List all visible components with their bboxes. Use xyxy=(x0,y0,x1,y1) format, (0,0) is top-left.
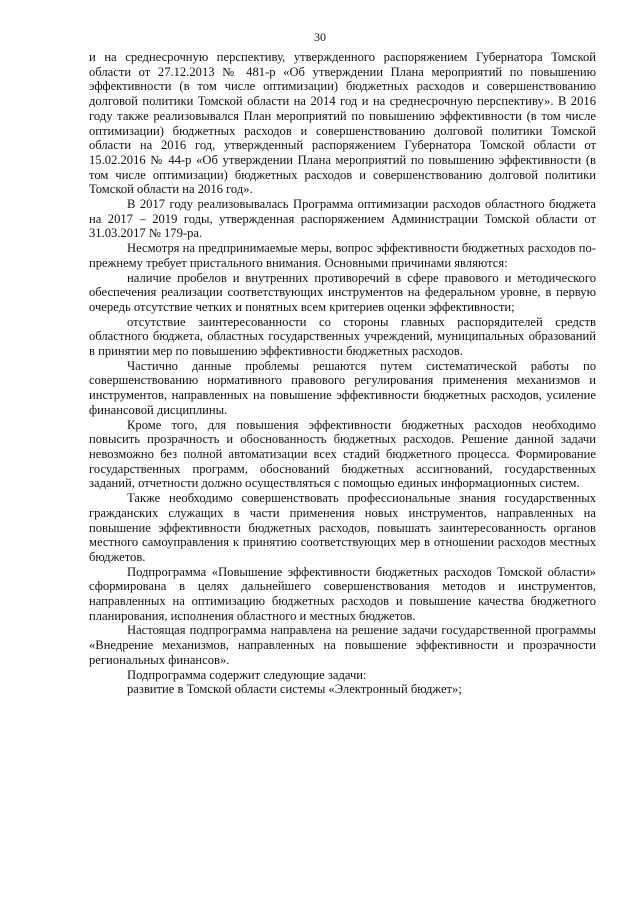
paragraph-subprogram-goal: Настоящая подпрограмма направлена на решение задачи государственной программы «Внедрение механизмов, направленных на повышение эффективности и прозрачности региональных финансов». xyxy=(89,623,596,667)
paragraph-optimization-program: В 2017 году реализовывалась Программа оптимизации расходов областного бюджета на 2017 – 2019 годы, утвержденная распоряжением Администрации Томской области от 31.03.2017 № 179-ра. xyxy=(89,197,596,241)
paragraph-partial-solution: Частично данные проблемы решаются путем систематической работы по совершенствованию нормативного правового регулирования применения механизмов и инструментов, направленных на повышение эффективности бюджетных расходов, усиление финансовой дисциплины. xyxy=(89,358,596,417)
page-number: 30 xyxy=(314,30,326,44)
document-body xyxy=(89,50,596,697)
paragraph-problems-intro: Несмотря на предпринимаемые меры, вопрос эффективности бюджетных расходов по-прежнему требует пристального внимания. Основными причинами являются: xyxy=(89,241,596,270)
paragraph-reason-interest: отсутствие заинтересованности со стороны главных распорядителей средств областного бюджета, областных государственных учреждений, муниципальных образований в принятии мер по повышению эффективности бюджетных расходов. xyxy=(89,314,596,359)
paragraph-subprogram-purpose: Подпрограмма «Повышение эффективности бюджетных расходов Томской области» сформирована в целях дальнейшего совершенствования методов и инструментов, направленных на оптимизацию бюджетных расходов и повышение качества бюджетного планирования, исполнения областного и местных бюджетов. xyxy=(89,564,596,623)
paragraph-transparency: Кроме того, для повышения эффективности бюджетных расходов необходимо повысить прозрачность и обоснованность бюджетных расходов. Решение данной задачи невозможно без полной автоматизации всех стадий бюджетного процесса. Формирование государственных программ, обоснований бюджетных ассигнований, государственных заданий, отчетности должно осуществляться с помощью единых информационных систем. xyxy=(89,417,596,491)
paragraph-professional-skills: Также необходимо совершенствовать профессиональные знания государственных гражданских служащих в части применения новых инструментов, направленных на повышение эффективности бюджетных расходов, повышать заинтересованность органов местного самоуправления к принятию соответствующих мер в отношении расходов местных бюджетов. xyxy=(89,491,596,564)
paragraph-continuation: и на среднесрочную перспективу, утвержденного распоряжением Губернатора Томской области от 27.12.2013 № 481-р «Об утверждении Плана мероприятий по повышению эффективности (в том числе оптимизации) бюджетных расходов и совершенствованию долговой политики Томской области на 2014 год и на среднесрочную перспективу». В 2016 году также реализовывался План мероприятий по повышению эффективности (в том числе оптимизации) бюджетных расходов и совершенствованию долговой политики Томской области на 2016 год, утвержденный распоряжением Губернатора Томской области от 15.02.2016 № 44-р «Об утверждении Плана мероприятий по повышению эффективности (в том числе оптимизации) бюджетных расходов и совершенствованию долговой политики Томской области на 2016 год». xyxy=(89,50,596,197)
paragraph-tasks-intro: Подпрограмма содержит следующие задачи: xyxy=(127,667,367,682)
paragraph-reason-gaps: наличие пробелов и внутренних противоречий в сфере правового и методического обеспечения реализации соответствующих инструментов на федеральном уровне, в первую очередь отсутствие четких и понятных всем критериев оценки эффективности; xyxy=(89,270,596,314)
paragraph-task-electronic-budget: развитие в Томской области системы «Электронный бюджет»; xyxy=(127,682,462,697)
